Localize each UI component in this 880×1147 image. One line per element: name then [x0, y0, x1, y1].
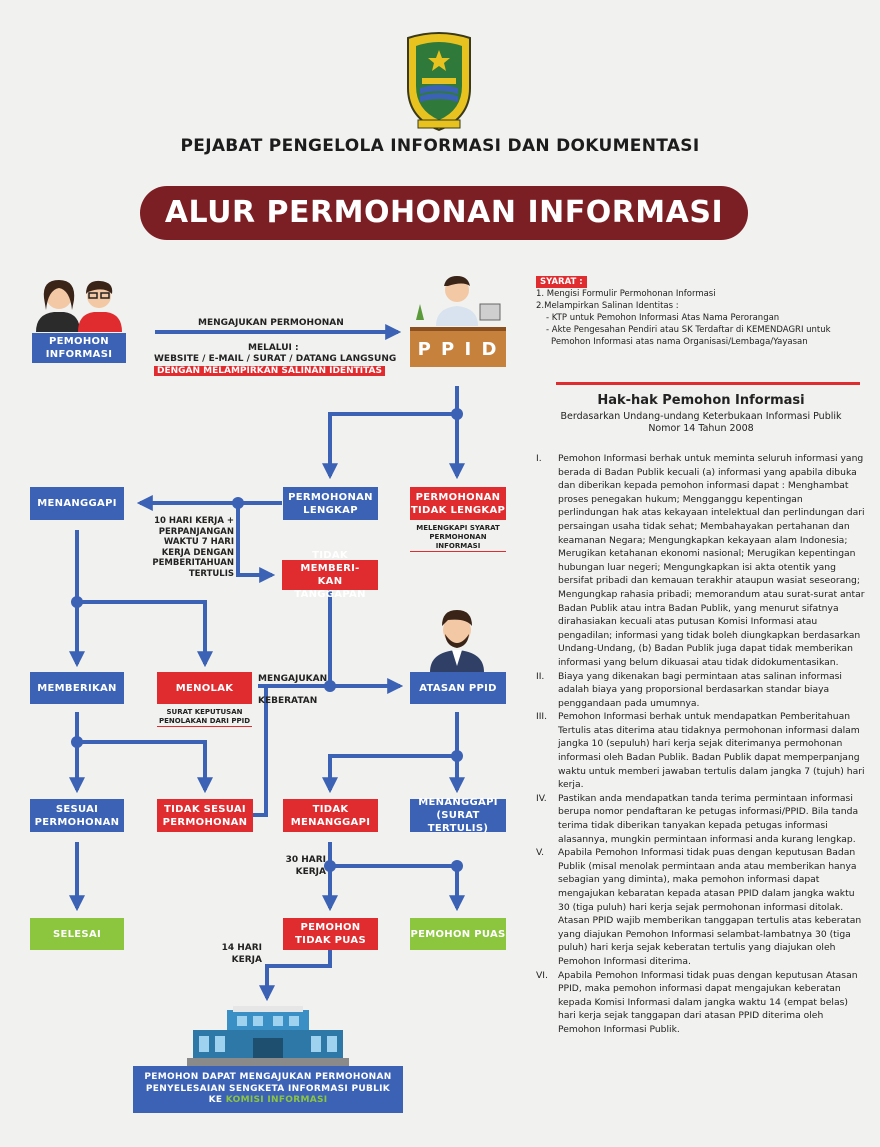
node-menanggapi: MENANGGAPI [30, 487, 124, 520]
final-ke: KE [208, 1095, 226, 1106]
node-pemohon-puas: PEMOHON PUAS [410, 918, 506, 950]
komisi-building-icon [187, 1004, 349, 1066]
final-box [133, 1066, 403, 1113]
rights-item-text: Biaya yang dikenakan bagi permintaan atas salinan informasi adalah biaya yang proporsional berdasarkan standar biaya penggandaan pada umumnya. [558, 670, 842, 709]
syarat-tag: SYARAT : [536, 276, 587, 288]
rights-item-number: III. [536, 711, 548, 723]
hak-subtitle: Berdasarkan Undang-undang Keterbukaan Informasi Publik Nomor 14 Tahun 2008 [560, 411, 842, 434]
label-surat-penolakan: SURAT KEPUTUSAN PENOLAKAN DARI PPID [158, 708, 251, 725]
node-tidak-menanggapi: TIDAK MENANGGAPI [283, 799, 378, 832]
node-permohonan-lengkap: PERMOHONAN LENGKAP [283, 487, 378, 520]
rights-item-text: Pemohon Informasi berhak untuk meminta seluruh informasi yang berada di Badan Publik kecuali (a) informasi yang apabila dibuka dan diberikan kepada pemohon informasi dapat : Menghambat proses penegakan hukum; Mengganggu kepentingan perlindungan hak atas kekayaan intelektual dan perlindungan dari persaingan usaha tidak sehat; Membahayakan pertahanan dan keamanan Negara; Mengungkapkan kekayaan alam Indonesia; Merugikan ketahanan ekonomi nasional; Merugikan kepentingan hubungan luar negeri; Mengungkapkan isi akta otentik yang bersifat pribadi dan kemauan terakhir ataupun wasiat seseorang; Mengungkap rahasia pribadi; memorandum atau surat-surat antar Badan Publik atau intra Badan Publik, yang menurut sifatnya dirahasiakan kecuali atas putusan Komisi Informasi atau pengadilan; informasi yang tidak boleh diungkapkan berdasarkan Undang-Undang, (b) Badan Publik juga dapat tidak memberikan informasi yang belum dikuasai atau tidak didokumentasikan. [558, 453, 865, 668]
rights-item-number: IV. [536, 792, 547, 804]
label-channels: WEBSITE / E-MAIL / SURAT / DATANG LANGSUNG [154, 354, 397, 364]
syarat-section [536, 276, 866, 348]
ppid-desk: P P I D [410, 327, 506, 367]
rights-item [536, 969, 866, 1037]
node-tidak-memberikan: TIDAK MEMBERI- KAN TANGGAPAN [282, 560, 378, 590]
ppid-officer-icon [408, 274, 506, 326]
final-komisi: KOMISI INFORMASI [225, 1095, 328, 1106]
label-lampiran: DENGAN MELAMPIRKAN SALINAN IDENTITAS [154, 366, 385, 377]
page-title: PEJABAT PENGELOLA INFORMASI DAN DOKUMENTASI [180, 136, 700, 156]
node-sesuai-permohonan: SESUAI PERMOHONAN [30, 799, 124, 832]
rights-item [536, 670, 866, 711]
syarat-line-4: - Akte Pengesahan Pendiri atau SK Terdaftar di KEMENDAGRI untuk [546, 325, 831, 335]
rights-item [536, 792, 866, 846]
rights-item-number: V. [536, 847, 545, 859]
syarat-line-3: - KTP untuk Pemohon Informasi Atas Nama Perorangan [546, 313, 780, 323]
node-menolak: MENOLAK [157, 672, 252, 704]
syarat-line-2: 2.Melampirkan Salinan Identitas : [536, 301, 679, 311]
node-selesai: SELESAI [30, 918, 124, 950]
node-pemohon-informasi: PEMOHON INFORMASI [32, 333, 126, 363]
node-pemohon-tidak-puas: PEMOHON TIDAK PUAS [283, 918, 378, 950]
banner-title: ALUR PERMOHONAN INFORMASI [140, 186, 748, 240]
rights-item-text: Apabila Pemohon Informasi tidak puas dengan keputusan Badan Publik (misal menolak permintaan anda atau memberikan hanya sebagian yang diminta), maka pemohon informasi dapat mengajukan kebaratan kepada atasan PPID dalam jangka waktu 30 (tiga puluh) hari kerja sejak permohonan informasi ditolak. Atasan PPID wajib memberikan tanggapan tertulis atas keberatan yang diajukan Pemohon Informasi selambat-lambatnya 30 (tiga puluh) hari kerja sejak keberatan tertulis yang diajukan oleh Pemohon Informasi diterima. [558, 847, 862, 967]
label-melalui: MELALUI : [248, 343, 299, 353]
rights-list [536, 452, 866, 1037]
rights-item-text: Apabila Pemohon Informasi tidak puas dengan keputusan Atasan PPID, maka pemohon informasi dapat mengajukan keberatan kepada Komisi Informasi dalam jangka waktu 14 (empat belas) hari kerja sejak tanggapan dari atasan PPID diterima oleh Pemohon Informasi Publik. [558, 969, 858, 1035]
rights-item-number: II. [536, 670, 545, 682]
final-line-2: PENYELESAIAN SENGKETA INFORMASI PUBLIK [145, 1083, 391, 1094]
final-line-1: PEMOHON DAPAT MENGAJUKAN PERMOHONAN [144, 1072, 392, 1083]
rights-item-text: Pastikan anda mendapatkan tanda terima permintaan informasi berupa nomor pendaftaran ke petugas informasi/PPID. Bila tanda terima tidak diberikan tanyakan kepada petugas informasi alasannya, mungkin permintaan informasi anda kurang lengkap. [558, 792, 859, 845]
rights-item-number: VI. [536, 969, 548, 981]
node-menanggapi-surat: MENANGGAPI (SURAT TERTULIS) [410, 799, 506, 832]
rights-item-number: I. [536, 453, 542, 464]
node-atasan-ppid: ATASAN PPID [410, 672, 506, 704]
rights-item [536, 846, 866, 968]
node-memberikan: MEMBERIKAN [30, 672, 124, 704]
label-14-hari: 14 HARI KERJA [221, 943, 262, 965]
rights-item [536, 452, 866, 670]
label-mengajukan-keberatan: MENGAJUKAN KEBERATAN [258, 674, 328, 706]
hak-divider [556, 382, 860, 385]
final-line-3 [133, 1095, 403, 1107]
atasan-ppid-icon [428, 606, 486, 672]
label-mengajukan: MENGAJUKAN PERMOHONAN [198, 318, 344, 328]
label-30-hari: 30 HARI KERJA [285, 855, 326, 877]
label-melengkapi: MELENGKAPI SYARAT PERMOHONAN INFORMASI [410, 524, 506, 552]
rights-item [536, 710, 866, 792]
rights-item-text: Pemohon Informasi berhak untuk mendapatkan Pemberitahuan Tertulis atas diterima atau tidaknya permohonan informasi dalam jangka 10 (sepuluh) hari kerja sejak diterimanya permohonan informasi oleh Badan Publik. Badan Publik dapat memperpanjang waktu untuk memberi jawaban tertulis dalam jangka 7 (tujuh) hari kerja. [558, 711, 865, 791]
hak-title: Hak-hak Pemohon Informasi [597, 393, 805, 408]
syarat-line-5: Pemohon Informasi atas nama Organisasi/Lembaga/Yayasan [551, 337, 808, 347]
node-tidak-sesuai: TIDAK SESUAI PERMOHONAN [157, 799, 253, 832]
label-10-hari: 10 HARI KERJA + PERPANJANGAN WAKTU 7 HARI KERJA DENGAN PEMBERITAHUAN TERTULIS [152, 516, 234, 579]
syarat-line-1: 1. Mengisi Formulir Permohonan Informasi [536, 289, 716, 299]
node-permohonan-tidak-lengkap: PERMOHONAN TIDAK LENGKAP [410, 487, 506, 520]
applicants-icon [32, 276, 126, 332]
